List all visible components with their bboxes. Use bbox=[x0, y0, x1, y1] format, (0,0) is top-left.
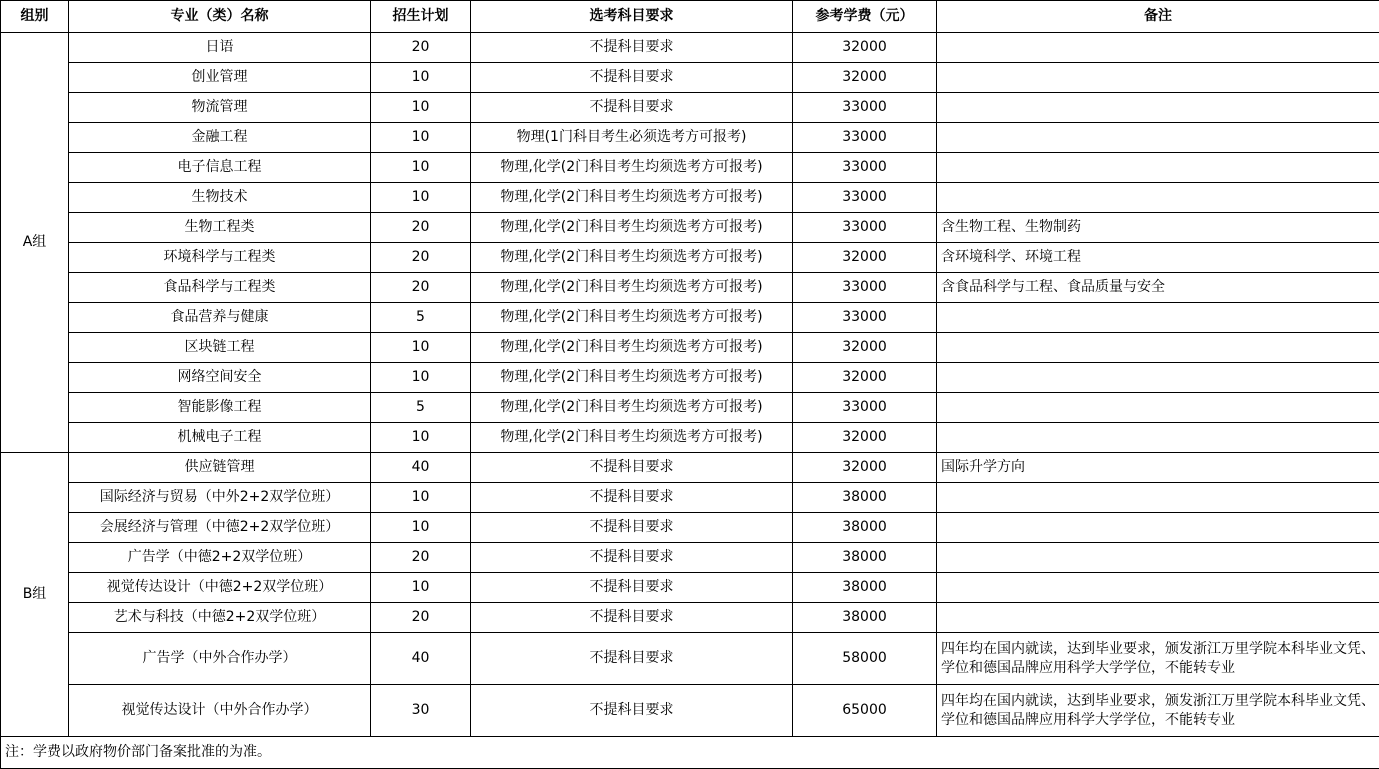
remark-cell bbox=[937, 603, 1379, 633]
table-body bbox=[1, 33, 1379, 737]
requirement-cell: 物理,化学(2门科目考生均须选考方可报考) bbox=[471, 273, 793, 303]
fee-cell: 38000 bbox=[793, 573, 937, 603]
remark-cell: 含环境科学、环境工程 bbox=[937, 243, 1379, 273]
fee-cell: 58000 bbox=[793, 633, 937, 685]
header-requirement: 选考科目要求 bbox=[471, 1, 793, 33]
remark-cell bbox=[937, 543, 1379, 573]
major-name-cell: 网络空间安全 bbox=[69, 363, 371, 393]
fee-cell: 38000 bbox=[793, 543, 937, 573]
major-name-cell: 广告学（中外合作办学） bbox=[69, 633, 371, 685]
plan-cell: 20 bbox=[371, 543, 471, 573]
requirement-cell: 物理,化学(2门科目考生均须选考方可报考) bbox=[471, 213, 793, 243]
major-name-cell: 机械电子工程 bbox=[69, 423, 371, 453]
fee-cell: 65000 bbox=[793, 685, 937, 737]
fee-cell: 38000 bbox=[793, 483, 937, 513]
plan-cell: 20 bbox=[371, 603, 471, 633]
fee-cell: 32000 bbox=[793, 363, 937, 393]
plan-cell: 10 bbox=[371, 123, 471, 153]
table-row bbox=[1, 573, 1379, 603]
fee-cell: 33000 bbox=[793, 273, 937, 303]
major-name-cell: 视觉传达设计（中德2+2双学位班） bbox=[69, 573, 371, 603]
fee-cell: 32000 bbox=[793, 33, 937, 63]
requirement-cell: 不提科目要求 bbox=[471, 573, 793, 603]
table-row bbox=[1, 685, 1379, 737]
plan-cell: 5 bbox=[371, 303, 471, 333]
plan-cell: 10 bbox=[371, 363, 471, 393]
requirement-cell: 物理,化学(2门科目考生均须选考方可报考) bbox=[471, 153, 793, 183]
requirement-cell: 物理,化学(2门科目考生均须选考方可报考) bbox=[471, 423, 793, 453]
header-plan: 招生计划 bbox=[371, 1, 471, 33]
table-row bbox=[1, 243, 1379, 273]
remark-cell: 四年均在国内就读，达到毕业要求，颁发浙江万里学院本科毕业文凭、学位和德国品牌应用科学大学学位，不能转专业 bbox=[937, 685, 1379, 737]
table-row bbox=[1, 513, 1379, 543]
group-label: A组 bbox=[1, 33, 69, 453]
remark-cell bbox=[937, 573, 1379, 603]
table-row bbox=[1, 63, 1379, 93]
plan-cell: 20 bbox=[371, 273, 471, 303]
plan-cell: 10 bbox=[371, 93, 471, 123]
fee-cell: 33000 bbox=[793, 153, 937, 183]
fee-cell: 33000 bbox=[793, 123, 937, 153]
remark-cell bbox=[937, 393, 1379, 423]
plan-cell: 40 bbox=[371, 453, 471, 483]
requirement-cell: 不提科目要求 bbox=[471, 33, 793, 63]
remark-cell bbox=[937, 63, 1379, 93]
requirement-cell: 不提科目要求 bbox=[471, 63, 793, 93]
table-row bbox=[1, 303, 1379, 333]
header-major: 专业（类）名称 bbox=[69, 1, 371, 33]
requirement-cell: 不提科目要求 bbox=[471, 483, 793, 513]
fee-cell: 38000 bbox=[793, 513, 937, 543]
remark-cell bbox=[937, 423, 1379, 453]
plan-cell: 20 bbox=[371, 243, 471, 273]
remark-cell bbox=[937, 153, 1379, 183]
remark-cell bbox=[937, 483, 1379, 513]
table-row bbox=[1, 123, 1379, 153]
requirement-cell: 物理,化学(2门科目考生均须选考方可报考) bbox=[471, 333, 793, 363]
table-row bbox=[1, 153, 1379, 183]
plan-cell: 10 bbox=[371, 483, 471, 513]
major-name-cell: 食品营养与健康 bbox=[69, 303, 371, 333]
remark-cell bbox=[937, 93, 1379, 123]
plan-cell: 40 bbox=[371, 633, 471, 685]
remark-cell bbox=[937, 363, 1379, 393]
table-row bbox=[1, 213, 1379, 243]
major-name-cell: 区块链工程 bbox=[69, 333, 371, 363]
major-name-cell: 创业管理 bbox=[69, 63, 371, 93]
plan-cell: 10 bbox=[371, 183, 471, 213]
major-name-cell: 智能影像工程 bbox=[69, 393, 371, 423]
table-row bbox=[1, 603, 1379, 633]
fee-cell: 33000 bbox=[793, 183, 937, 213]
remark-cell: 含生物工程、生物制药 bbox=[937, 213, 1379, 243]
fee-cell: 33000 bbox=[793, 213, 937, 243]
remark-cell bbox=[937, 183, 1379, 213]
major-name-cell: 广告学（中德2+2双学位班） bbox=[69, 543, 371, 573]
header-fee: 参考学费（元） bbox=[793, 1, 937, 33]
plan-cell: 10 bbox=[371, 333, 471, 363]
fee-cell: 33000 bbox=[793, 303, 937, 333]
plan-cell: 10 bbox=[371, 153, 471, 183]
table-row bbox=[1, 273, 1379, 303]
header-remark: 备注 bbox=[937, 1, 1379, 33]
footnote: 注：学费以政府物价部门备案批准的为准。 bbox=[1, 737, 1379, 769]
requirement-cell: 物理,化学(2门科目考生均须选考方可报考) bbox=[471, 303, 793, 333]
header-row bbox=[1, 1, 1379, 33]
remark-cell bbox=[937, 33, 1379, 63]
fee-cell: 38000 bbox=[793, 603, 937, 633]
table-row bbox=[1, 543, 1379, 573]
requirement-cell: 物理,化学(2门科目考生均须选考方可报考) bbox=[471, 393, 793, 423]
major-name-cell: 艺术与科技（中德2+2双学位班） bbox=[69, 603, 371, 633]
plan-cell: 10 bbox=[371, 423, 471, 453]
header-group: 组别 bbox=[1, 1, 69, 33]
requirement-cell: 不提科目要求 bbox=[471, 685, 793, 737]
plan-cell: 20 bbox=[371, 33, 471, 63]
table-row bbox=[1, 363, 1379, 393]
remark-cell: 含食品科学与工程、食品质量与安全 bbox=[937, 273, 1379, 303]
requirement-cell: 不提科目要求 bbox=[471, 543, 793, 573]
plan-cell: 10 bbox=[371, 573, 471, 603]
table-row bbox=[1, 33, 1379, 63]
fee-cell: 32000 bbox=[793, 423, 937, 453]
plan-cell: 10 bbox=[371, 513, 471, 543]
major-name-cell: 食品科学与工程类 bbox=[69, 273, 371, 303]
fee-cell: 33000 bbox=[793, 393, 937, 423]
fee-cell: 32000 bbox=[793, 243, 937, 273]
major-name-cell: 金融工程 bbox=[69, 123, 371, 153]
fee-cell: 32000 bbox=[793, 333, 937, 363]
plan-cell: 10 bbox=[371, 63, 471, 93]
requirement-cell: 物理,化学(2门科目考生均须选考方可报考) bbox=[471, 243, 793, 273]
requirement-cell: 不提科目要求 bbox=[471, 603, 793, 633]
table-row bbox=[1, 183, 1379, 213]
remark-cell: 四年均在国内就读，达到毕业要求，颁发浙江万里学院本科毕业文凭、学位和德国品牌应用科学大学学位，不能转专业 bbox=[937, 633, 1379, 685]
table-row bbox=[1, 333, 1379, 363]
table-row bbox=[1, 483, 1379, 513]
major-name-cell: 生物工程类 bbox=[69, 213, 371, 243]
major-name-cell: 视觉传达设计（中外合作办学） bbox=[69, 685, 371, 737]
major-name-cell: 国际经济与贸易（中外2+2双学位班） bbox=[69, 483, 371, 513]
remark-cell: 国际升学方向 bbox=[937, 453, 1379, 483]
major-name-cell: 物流管理 bbox=[69, 93, 371, 123]
fee-cell: 32000 bbox=[793, 63, 937, 93]
plan-cell: 20 bbox=[371, 213, 471, 243]
plan-cell: 30 bbox=[371, 685, 471, 737]
major-name-cell: 供应链管理 bbox=[69, 453, 371, 483]
requirement-cell: 不提科目要求 bbox=[471, 513, 793, 543]
table-row bbox=[1, 423, 1379, 453]
remark-cell bbox=[937, 303, 1379, 333]
table-row bbox=[1, 393, 1379, 423]
fee-cell: 32000 bbox=[793, 453, 937, 483]
note-row bbox=[1, 737, 1379, 769]
major-name-cell: 日语 bbox=[69, 33, 371, 63]
requirement-cell: 物理(1门科目考生必须选考方可报考) bbox=[471, 123, 793, 153]
requirement-cell: 物理,化学(2门科目考生均须选考方可报考) bbox=[471, 363, 793, 393]
table-row bbox=[1, 453, 1379, 483]
major-name-cell: 生物技术 bbox=[69, 183, 371, 213]
remark-cell bbox=[937, 513, 1379, 543]
major-name-cell: 环境科学与工程类 bbox=[69, 243, 371, 273]
remark-cell bbox=[937, 123, 1379, 153]
table-row bbox=[1, 93, 1379, 123]
plan-cell: 5 bbox=[371, 393, 471, 423]
table-row bbox=[1, 633, 1379, 685]
requirement-cell: 不提科目要求 bbox=[471, 93, 793, 123]
requirement-cell: 物理,化学(2门科目考生均须选考方可报考) bbox=[471, 183, 793, 213]
major-name-cell: 电子信息工程 bbox=[69, 153, 371, 183]
remark-cell bbox=[937, 333, 1379, 363]
requirement-cell: 不提科目要求 bbox=[471, 633, 793, 685]
major-name-cell: 会展经济与管理（中德2+2双学位班） bbox=[69, 513, 371, 543]
fee-cell: 33000 bbox=[793, 93, 937, 123]
requirement-cell: 不提科目要求 bbox=[471, 453, 793, 483]
group-label: B组 bbox=[1, 453, 69, 737]
